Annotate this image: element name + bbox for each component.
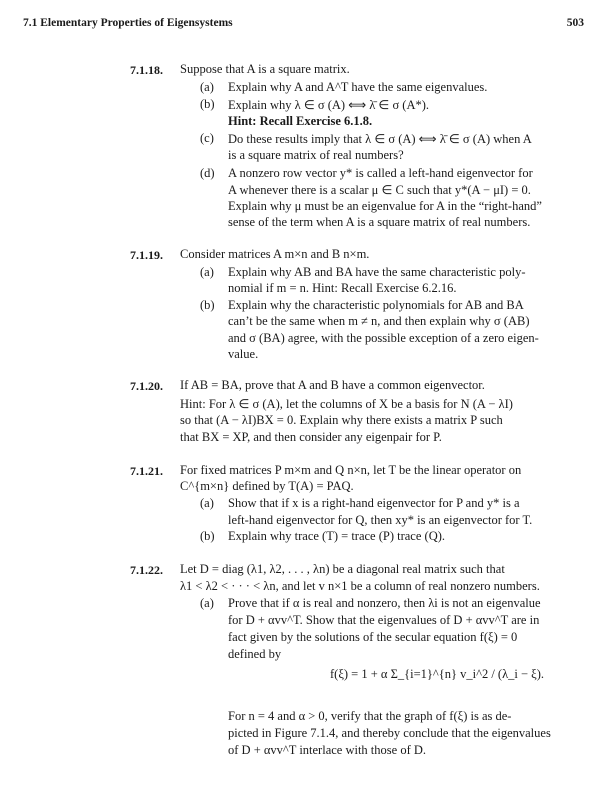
- part-text: A nonzero row vector y* is called a left-hand eigenvector for: [228, 166, 533, 180]
- exercise-intro: λ1 < λ2 < · · · < λn, and let v n×1 be a column of real nonzero numbers.: [180, 579, 540, 593]
- part-text: value.: [228, 347, 259, 361]
- part-text: A whenever there is a scalar μ ∈ C such that y*(A − μI) = 0.: [228, 183, 531, 197]
- exercise-number: 7.1.22.: [130, 563, 163, 577]
- exercise-intro: C^{m×n} defined by T(A) = PAQ.: [180, 479, 354, 493]
- part-text: fact given by the solutions of the secular equation f(ξ) = 0: [228, 630, 518, 644]
- part-text: is a square matrix of real numbers?: [228, 148, 404, 162]
- secular-equation-formula: f(ξ) = 1 + α Σ_{i=1}^{n} v_i^2 / (λ_i − ξ).: [330, 667, 545, 681]
- hint-text: Hint: For λ ∈ σ (A), let the columns of X be a basis for N (A − λI): [180, 397, 513, 411]
- part-text: left-hand eigenvector for Q, then xy* is an eigenvector for T.: [228, 513, 533, 527]
- exercise-intro: For fixed matrices P m×m and Q n×n, let T be the linear operator on: [180, 463, 522, 477]
- running-head: [23, 17, 584, 33]
- hint-text: Hint: Recall Exercise 6.1.8.: [228, 114, 373, 128]
- exercise-intro: Consider matrices A m×n and B n×m.: [180, 247, 370, 261]
- part-text: Explain why trace (T) = trace (P) trace (Q).: [228, 529, 446, 543]
- section-title: 7.1 Elementary Properties of Eigensystems: [23, 17, 233, 29]
- exercise-number: 7.1.19.: [130, 248, 163, 262]
- part-label: (d): [200, 166, 215, 180]
- part-label: (b): [200, 529, 215, 543]
- part-label: (a): [200, 596, 214, 610]
- part-text: sense of the term when A is a square matrix of real numbers.: [228, 215, 531, 229]
- page-number: 503: [566, 17, 584, 29]
- body-text: so that (A − λI)BX = 0. Explain why there exists a matrix P such: [180, 413, 503, 427]
- body-text: of D + αvv^T interlace with those of D.: [228, 743, 427, 757]
- part-text: defined by: [228, 647, 282, 661]
- exercise-intro: Let D = diag (λ1, λ2, . . . , λn) be a diagonal real matrix such that: [180, 562, 505, 576]
- part-label: (b): [200, 298, 215, 312]
- exercise-number: 7.1.21.: [130, 464, 163, 478]
- exercise-number: 7.1.18.: [130, 63, 163, 77]
- part-text: Explain why AB and BA have the same characteristic poly-: [228, 265, 526, 279]
- body-text: that BX = XP, and then consider any eigenpair for P.: [180, 430, 442, 444]
- exercise-number: 7.1.20.: [130, 379, 163, 393]
- part-text: nomial if m = n. Hint: Recall Exercise 6.2.16.: [228, 281, 457, 295]
- part-text: can’t be the same when m ≠ n, and then explain why σ (AB): [228, 314, 530, 328]
- part-text: Do these results imply that λ ∈ σ (A) ⟺ λ̄ ∈ σ (A) when A: [228, 132, 532, 146]
- part-text: Explain why μ must be an eigenvalue for A in the “right-hand”: [228, 199, 542, 213]
- part-text: for D + αvv^T. Show that the eigenvalues of D + αvv^T are in: [228, 613, 540, 627]
- body-text: For n = 4 and α > 0, verify that the graph of f(ξ) is as de-: [228, 709, 512, 723]
- part-text: and σ (BA) agree, with the possible exception of a zero eigen-: [228, 331, 539, 345]
- part-label: (a): [200, 496, 214, 510]
- part-text: Explain why λ ∈ σ (A) ⟺ λ̄ ∈ σ (A*).: [228, 98, 430, 112]
- part-text: Explain why A and A^T have the same eigenvalues.: [228, 80, 488, 94]
- part-label: (b): [200, 97, 215, 111]
- exercise-intro: Suppose that A is a square matrix.: [180, 62, 350, 76]
- body-text: picted in Figure 7.1.4, and thereby conclude that the eigenvalues: [228, 726, 551, 740]
- part-label: (c): [200, 131, 214, 145]
- part-text: Show that if x is a right-hand eigenvector for P and y* is a: [228, 496, 520, 510]
- part-label: (a): [200, 265, 214, 279]
- exercise-intro: If AB = BA, prove that A and B have a common eigenvector.: [180, 378, 485, 392]
- part-text: Prove that if α is real and nonzero, then λi is not an eigenvalue: [228, 596, 541, 610]
- part-text: Explain why the characteristic polynomials for AB and BA: [228, 298, 524, 312]
- part-label: (a): [200, 80, 214, 94]
